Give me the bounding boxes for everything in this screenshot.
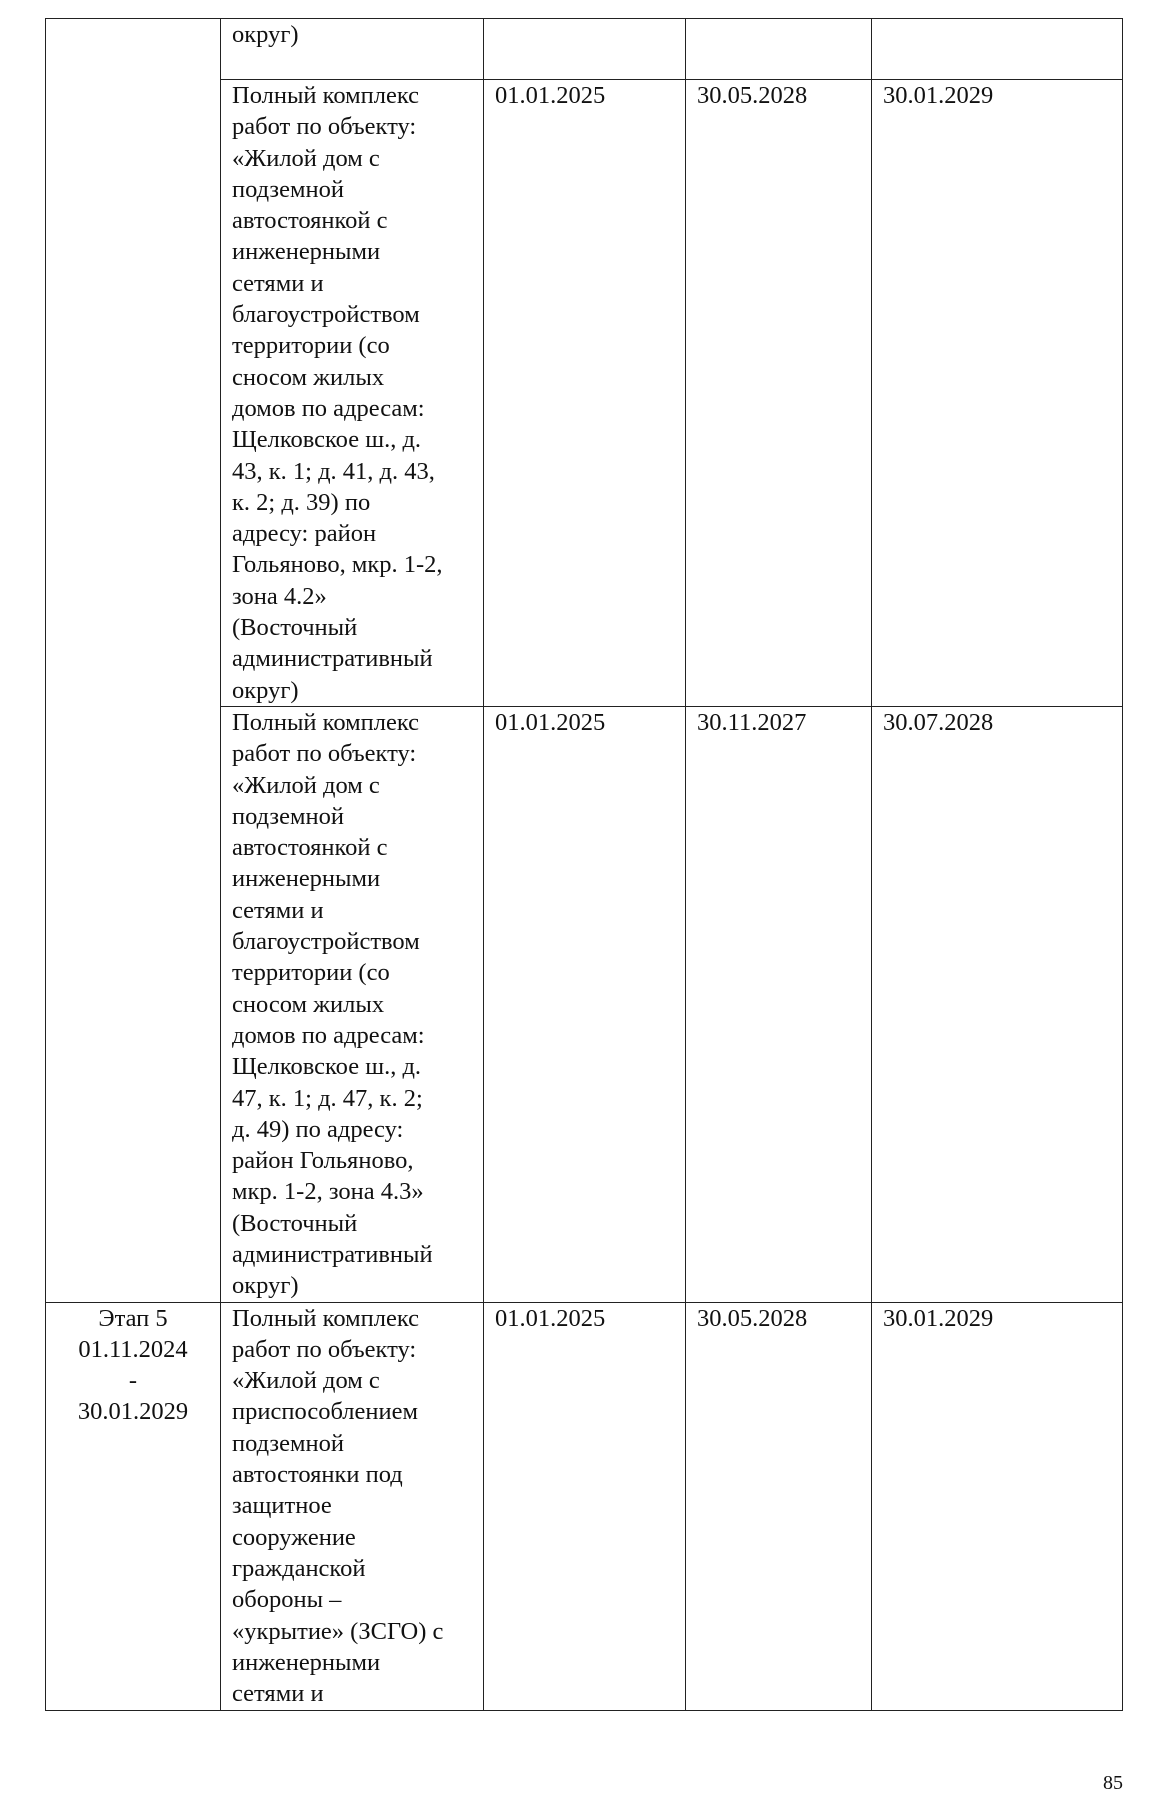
end-date-cell [686, 19, 872, 80]
start-date-cell [484, 19, 686, 80]
description-cell: Полный комплекс работ по объекту: «Жилой дом с подземной автостоянкой с инженерными сетями и благоустройством территории (со сносом жилых домов по адресам: Щелковское ш., д. 43, к. 1; д. 41, д. 43, к. 2; д. 39) по адресу: район Гольяново, мкр. 1-2, зона 4.2» (Восточный административный округ) [221, 80, 484, 707]
end-date-cell: 30.05.2028 [686, 80, 872, 707]
stage-cell: Этап 5 01.11.2024 - 30.01.2029 [46, 1302, 221, 1710]
final-date-cell: 30.01.2029 [872, 1302, 1123, 1710]
table-row [46, 1302, 1123, 1710]
final-date-cell [872, 19, 1123, 80]
description-cell: Полный комплекс работ по объекту: «Жилой дом с подземной автостоянкой с инженерными сетями и благоустройством территории (со сносом жилых домов по адресам: Щелковское ш., д. 47, к. 1; д. 47, к. 2; д. 49) по адресу: район Гольяново, мкр. 1-2, зона 4.3» (Восточный административный округ) [221, 706, 484, 1302]
start-date-cell: 01.01.2025 [484, 1302, 686, 1710]
schedule-table [45, 18, 1123, 1711]
page-number: 85 [1103, 1772, 1123, 1794]
final-date-cell: 30.07.2028 [872, 706, 1123, 1302]
start-date-cell: 01.01.2025 [484, 80, 686, 707]
description-cell: Полный комплекс работ по объекту: «Жилой дом с приспособлением подземной автостоянки под защитное сооружение гражданской обороны – «укрытие» (ЗСГО) с инженерными сетями и [221, 1302, 484, 1710]
end-date-cell: 30.11.2027 [686, 706, 872, 1302]
start-date-cell: 01.01.2025 [484, 706, 686, 1302]
stage-cell-empty [46, 19, 221, 1303]
final-date-cell: 30.01.2029 [872, 80, 1123, 707]
table-row [46, 19, 1123, 80]
description-cell: округ) [221, 19, 484, 80]
end-date-cell: 30.05.2028 [686, 1302, 872, 1710]
